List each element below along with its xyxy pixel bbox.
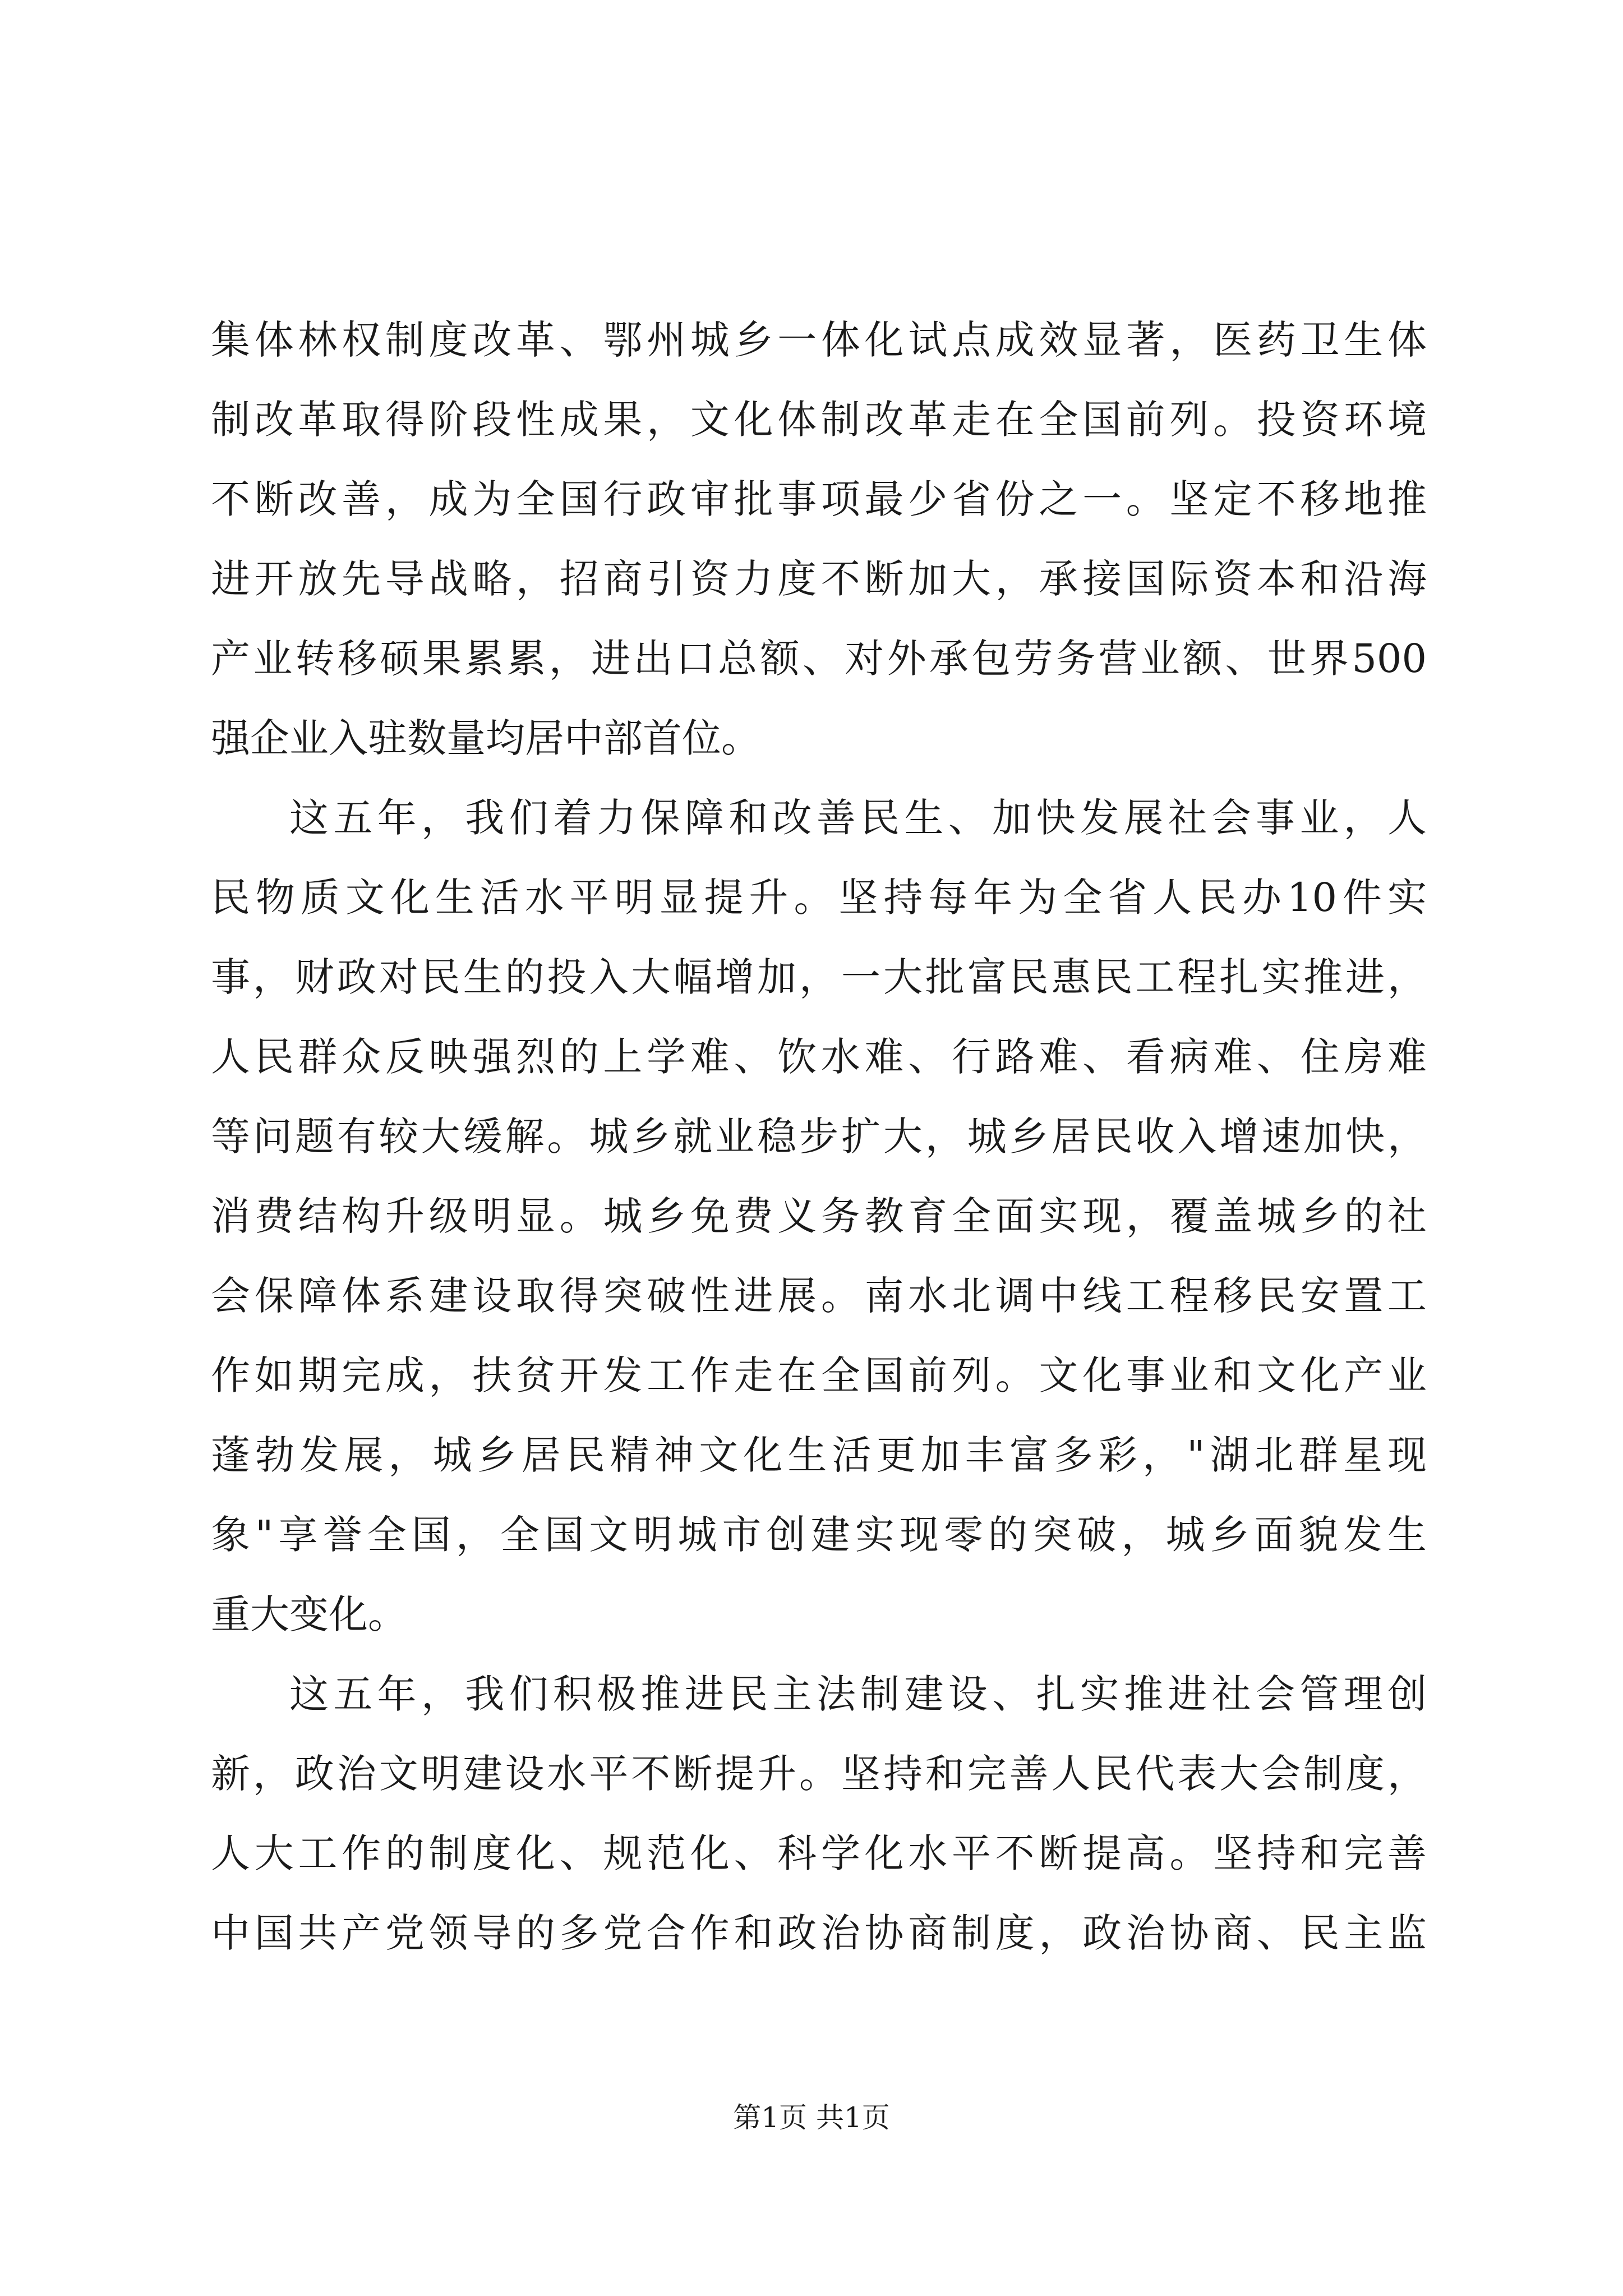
body-text-line: 作如期完成，扶贫开发工作走在全国前列。文化事业和文化产业 [211, 1352, 1427, 1398]
body-text-line: 重大变化。 [211, 1591, 407, 1637]
body-text-line: 这五年，我们积极推进民主法制建设、扎实推进社会管理创 [289, 1671, 1427, 1717]
body-text-line: 不断改善，成为全国行政审批事项最少省份之一。坚定不移地推 [211, 476, 1427, 522]
body-text-line: 中国共产党领导的多党合作和政治协商制度，政治协商、民主监 [211, 1910, 1427, 1956]
body-text-line: 等问题有较大缓解。城乡就业稳步扩大，城乡居民收入增速加快， [211, 1114, 1427, 1159]
body-text-line: 新，政治文明建设水平不断提升。坚持和完善人民代表大会制度， [211, 1751, 1427, 1797]
body-text-line: 人大工作的制度化、规范化、科学化水平不断提高。坚持和完善 [211, 1830, 1427, 1876]
body-text-line: 会保障体系建设取得突破性进展。南水北调中线工程移民安置工 [211, 1273, 1427, 1319]
body-text-line: 人民群众反映强烈的上学难、饮水难、行路难、看病难、住房难 [211, 1034, 1427, 1080]
body-text-line: 集体林权制度改革、鄂州城乡一体化试点成效显著，医药卫生体 [211, 317, 1427, 363]
body-text-line: 事，财政对民生的投入大幅增加，一大批富民惠民工程扎实推进， [211, 954, 1427, 1000]
body-text-line: 蓬勃发展，城乡居民精神文化生活更加丰富多彩，"湖北群星现 [211, 1432, 1427, 1478]
body-text-line: 这五年，我们着力保障和改善民生、加快发展社会事业，人 [289, 795, 1427, 841]
body-text-line: 象"享誉全国，全国文明城市创建实现零的突破，城乡面貌发生 [211, 1512, 1427, 1558]
body-text-line: 消费结构升级明显。城乡免费义务教育全面实现，覆盖城乡的社 [211, 1193, 1427, 1239]
document-body [211, 300, 1427, 1973]
page-number-footer: 第1页 共1页 [733, 2101, 890, 2134]
body-text-line: 强企业入驻数量均居中部首位。 [211, 715, 760, 761]
body-text-line: 产业转移硕果累累，进出口总额、对外承包劳务营业额、世界500 [211, 636, 1427, 682]
body-text-line: 制改革取得阶段性成果，文化体制改革走在全国前列。投资环境 [211, 397, 1427, 443]
body-text-line: 民物质文化生活水平明显提升。坚持每年为全省人民办10件实 [211, 875, 1427, 921]
body-text-line: 进开放先导战略，招商引资力度不断加大，承接国际资本和沿海 [211, 556, 1427, 602]
